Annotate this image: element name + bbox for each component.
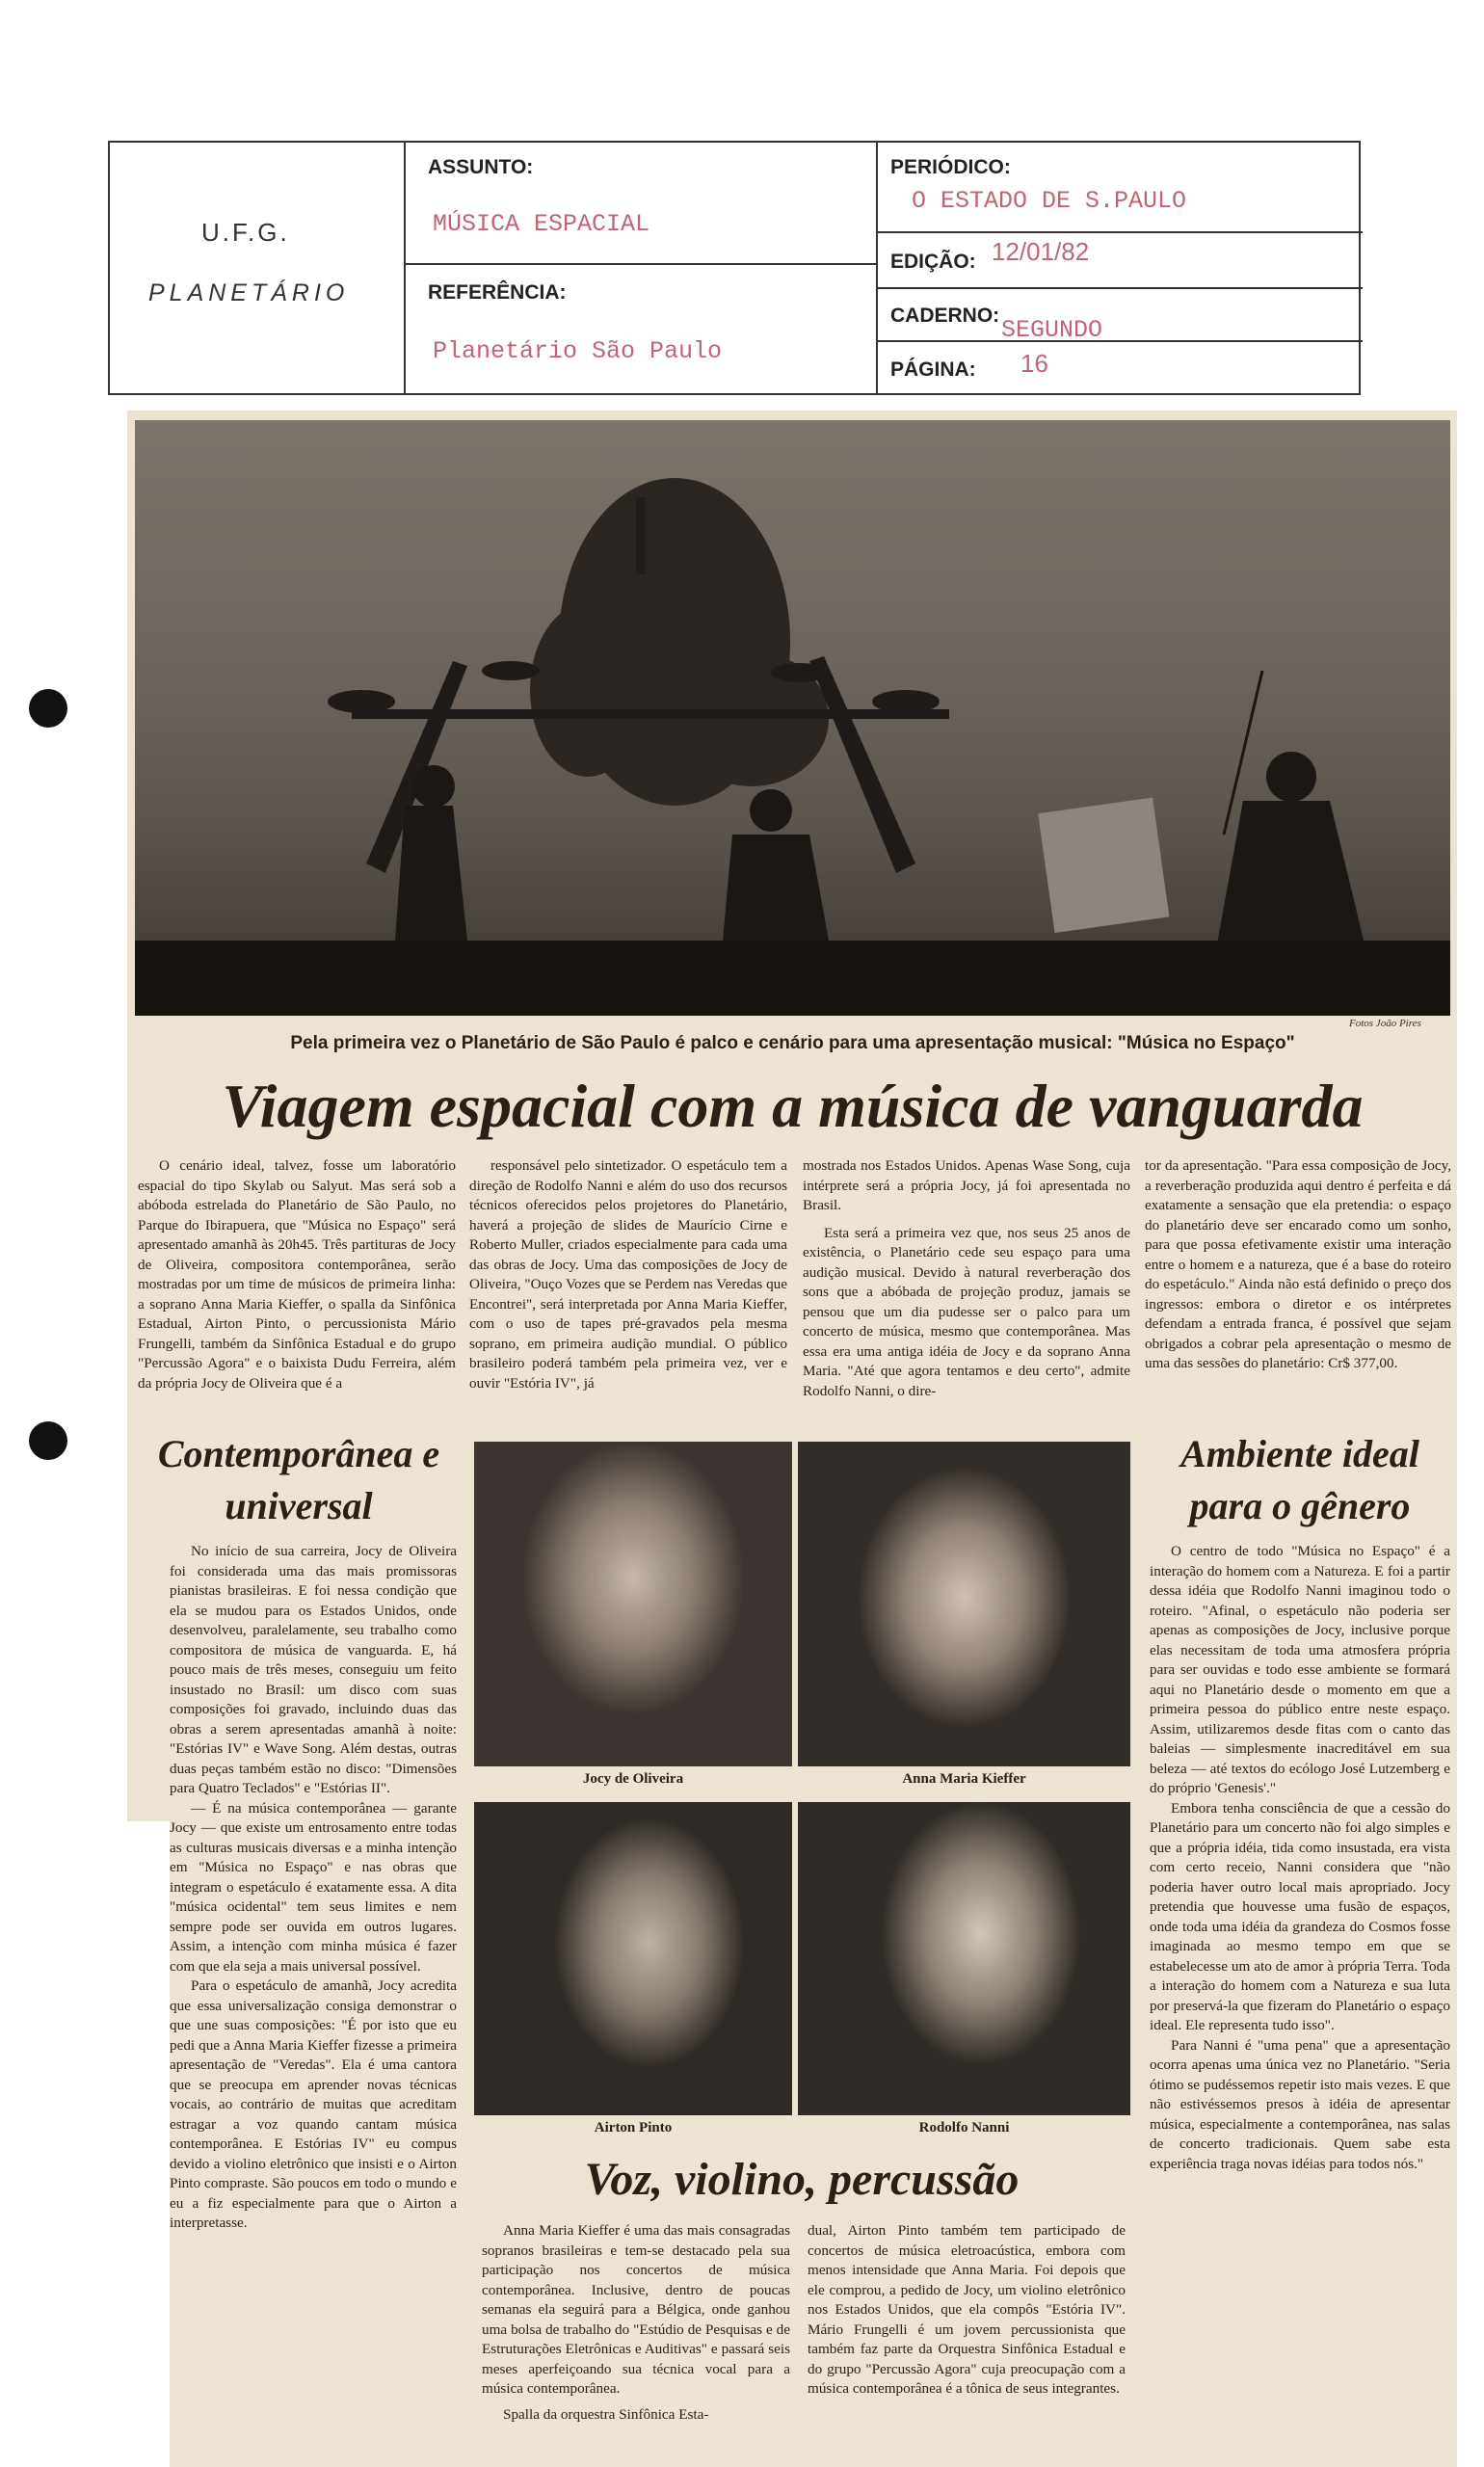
intro-col-1: O cenário ideal, talvez, fosse um laboratório espacial do tipo Skylab ou Salyut. Mas será sob a abóboda estrelada do Planetário de São Paulo, no Parque do Ibirapuera, que "Música no Espaço" será apresentado amanhã às 20h45. Três partituras de Jocy de Oliveira, compositora contemporânea, serão mostradas por um time de músicos de primeira linha: a soprano Anna Maria Kieffer, o spalla da Sinfônica Estadual, Airton Pinto, o percussionista Mário Frungelli, também da Sinfônica Estadual e do grupo "Percussão Agora" e o baixista Dudu Ferreira, além da própria Jocy de Oliveira que é a	[138, 1157, 456, 1392]
dept-name: PLANETÁRIO	[148, 279, 350, 306]
torn-edge	[127, 1821, 170, 2467]
subhead-contemporanea: Contemporânea e universal	[157, 1432, 440, 1527]
right-column: O centro de todo "Música no Espaço" é a interação do homem com a Natureza. E foi a partir dessa idéia que Rodolfo Nanni imaginou todo o roteiro. "Afinal, o espetáculo não poderia ser apenas as composições de Jocy, inclusive porque elas necessitam de toda uma atmosfera própria para ser ouvidas e todo esse ambiente se formará aqui no Planetário desde o momento em que a primeira pessoa do público entre neste espaço. Assim, utilizaremos desde fitas com o canto das baleias — simplesmente inacreditável em sua beleza — até textos do ecólogo José Lutzemberg e do próprio 'Genesis'." Embora tenha consciência de que a cessão do Planetário para um concerto não foi algo simples e que a própria idéia, tida como insustada, era vista com certo receio, Nanni considera que "não poderia haver outro local mais apropriado. Jocy pretendia que houvesse uma fusão de espaços, onde toda uma idéia da grandeza do Cosmos fosse imaginada ao mesmo tempo em que se estabelecesse um ato de amor à própria Terra. Toda a interação do homem com a Natureza e sua luta por preservá-la que fizeram do Planetário o espaço ideal. Ele representa tudo isso". Para Nanni é "uma pena" que a apresentação ocorra apenas uma única vez no Planetário. "Seria ótimo se pudéssemos repetir isto mais vezes. E que não estivéssemos presos à idéia de apresentar música, especialmente a contemporânea, nas salas de concerto tradicionais. Quem sabe esta experiência traga novas idéias para todos nós."	[1150, 1543, 1450, 2172]
pagina-value: 16	[1020, 349, 1048, 378]
periodico-label: PERIÓDICO:	[890, 156, 1011, 178]
photo-credit: Fotos João Pires	[1349, 1018, 1421, 1029]
punch-hole	[29, 689, 67, 728]
caption-anna: Anna Maria Kieffer	[902, 1771, 1026, 1787]
photo-anna-maria-kieffer	[798, 1442, 1130, 1766]
left-column: No início de sua carreira, Jocy de Oliveira foi considerada uma das mais promissoras pianistas brasileiras. E foi nessa condição que ela se mudou para os Estados Unidos, onde desenvolveu, paralelamente, seu trabalho como compositora de música de vanguarda. E, há pouco mais de três meses, conseguiu um feito insustado no Brasil: um disco com suas composições foi gravado, incluindo duas das obras a serem apresentadas amanhã à noite: "Estórias IV" e Wave Song. Além destas, outras duas peças também estão no disco: "Dimensões para Quatro Teclados" e "Estórias II". — É na música contemporânea — garante Jocy — que existe um entrosamento entre todas as culturas musicais diversas e a minha intenção em "Música no Espaço" e nas obras que integram o espetáculo é exatamente essa. A dita "música ocidental" tem seus limites e nem sempre pode ser ouvida em outros lugares. Assim, a intenção com minha música é fazer com que ela seja a mais universal possível. Para o espetáculo de amanhã, Jocy acredita que essa universalização consiga demonstrar o que une suas composições: "É por isto que eu pedi que a Anna Maria Kieffer fizesse a primeira apresentação de "Veredas". Ela é uma cantora que se preocupa em aprender novas técnicas vocais, ao contrário de muitas que acreditam estragar a voz quando cantam música contemporânea. E Estórias IV" eu compus devido a violino eletrônico que insisti e o Airton Pinto compraste. São poucos em todo o mundo e eu a fiz especialmente para que o Airton a interpretasse.	[170, 1543, 457, 2231]
index-card	[108, 141, 1361, 395]
edicao-value: 12/01/82	[992, 237, 1090, 266]
subhead-voz-violino: Voz, violino, percussão	[584, 2154, 1020, 2205]
caderno-label: CADERNO:	[890, 305, 1000, 327]
planetarium-stage-silhouette	[135, 420, 1450, 1016]
caption-airton: Airton Pinto	[594, 2120, 673, 2135]
periodico-value: O ESTADO DE S.PAULO	[912, 187, 1187, 215]
main-caption: Pela primeira vez o Planetário de São Paulo é palco e cenário para uma apresentação musical: "Música no Espaço"	[290, 1033, 1295, 1053]
caption-rodolfo: Rodolfo Nanni	[918, 2120, 1010, 2135]
punch-hole	[29, 1421, 67, 1460]
edicao-label: EDIÇÃO:	[890, 251, 976, 273]
referencia-label: REFERÊNCIA:	[428, 281, 567, 304]
voz-col-2: dual, Airton Pinto também tem participado de concertos de música eletroacústica, embora com menos intensidade que Anna Maria. Foi depois que ele comprou, a pedido de Jocy, um violino eletrônico nos Estados Unidos, que ela compôs "Estória IV". Mário Frungelli é um jovem percussionista que também faz parte da Orquestra Sinfônica Estadual e do grupo "Percussão Agora" cuja preocupação com a música contemporânea é a tônica de seus integrantes.	[808, 2222, 1126, 2397]
photo-airton-pinto	[474, 1802, 792, 2115]
intro-col-4: tor da apresentação. "Para essa composição de Jocy, a reverberação produzida aqui dentro é perfeita e dá exatamente a sensação que ela pretendia: o espaço do planetário deve ser encarado como um sonho, para que possa efetivamente existir uma interação entre o homem e a natureza, que é a base do roteiro do espetáculo." Ainda não está definido o preço dos ingressos: embora o diretor e os intérpretes defendam a entrada franca, é possível que sejam obrigados a cobrar pela apresentação o mesmo de uma das sessões do planetário: Cr$ 377,00.	[1145, 1157, 1451, 1371]
voz-col-1: Anna Maria Kieffer é uma das mais consagradas sopranos brasileiras e tem-se destacado pela sua participação nos concertos de música contemporânea. Inclusive, dentro de poucas semanas ela seguirá para a Bélgica, onde ganhou uma bolsa de trabalho do "Estúdio de Pesquisas e de Estruturações Eletrônicas e Auditivas" e passará seis meses aperfeiçoando sua técnica vocal para a música contemporânea. Spalla da orquestra Sinfônica Esta-	[482, 2222, 790, 2423]
assunto-label: ASSUNTO:	[428, 156, 534, 178]
org-name: U.F.G.	[201, 218, 290, 247]
main-photo	[135, 420, 1450, 1016]
headline: Viagem espacial com a música de vanguarda	[222, 1072, 1364, 1140]
photo-jocy-de-oliveira	[474, 1442, 792, 1766]
caption-jocy: Jocy de Oliveira	[582, 1771, 684, 1787]
assunto-value: MÚSICA ESPACIAL	[433, 210, 650, 238]
pagina-label: PÁGINA:	[890, 358, 976, 381]
caderno-value: SEGUNDO	[1001, 316, 1103, 344]
intro-col-3: mostrada nos Estados Unidos. Apenas Wase Song, cuja intérprete será a própria Jocy, já foi apresentada no Brasil. Esta será a primeira vez que, nos seus 25 anos de existência, o Planetário cede seu espaço para uma audição musical. Devido à natural reverberação dos sons que a abóbada de projeção produz, jamais se pensou que um dia pudesse ser o palco para um concerto de música, mesmo que contemporânea. Mas essa era uma antiga idéia de Jocy e da soprano Anna Maria. "Até que agora tentamos e deu certo", admite Rodolfo Nanni, o dire-	[803, 1157, 1130, 1399]
subhead-ambiente: Ambiente ideal para o gênero	[1180, 1432, 1419, 1527]
photo-rodolfo-nanni	[798, 1802, 1130, 2115]
intro-col-2: responsável pelo sintetizador. O espetáculo tem a direção de Rodolfo Nanni e além do uso dos recursos técnicos oferecidos pelos projetores do Planetário, haverá a projeção de slides de Maurício Cirne e Roberto Muller, criados especialmente para cada uma das obras de Jocy. Uma das composições de Jocy de Oliveira, "Ouço Vozes que se Perdem nas Veredas que Encontrei", será interpretada por Anna Maria Kieffer, com o uso de tapes pré-gravados pela mesma soprano, em primeira audição mundial. O público brasileiro poderá também pela primeira vez, ver e ouvir "Estória IV", já	[469, 1157, 787, 1392]
referencia-value: Planetário São Paulo	[433, 337, 723, 365]
